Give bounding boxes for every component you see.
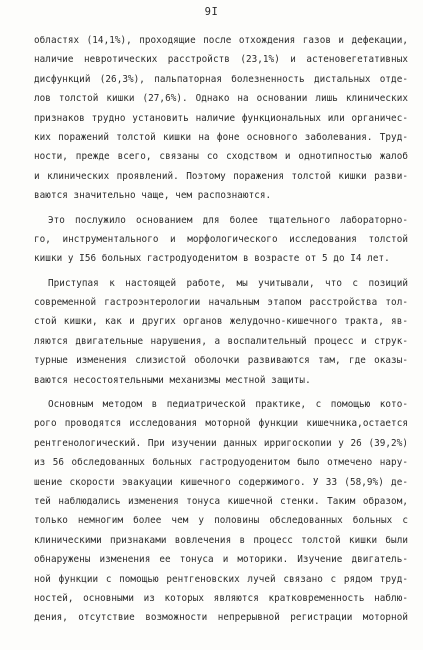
text-line: тей наблюдались изменения тонуса кишечной стенки. Таким образом,: [34, 495, 408, 507]
text-line: ляются двигательные нарушения, а воспалительный процесс и струк-: [34, 335, 408, 347]
text-line: наличие невротических расстройств (23,1%) и астеновегетативных: [34, 54, 408, 66]
text-line: областях (14,1%), проходящие после отхождения газов и дефекации,: [34, 35, 408, 46]
text-line: Приступая к настоящей работе, мы учитывали, что с позиций: [48, 277, 408, 289]
text-line: из 56 обследованных больных гастродуоденитом было отмечено нару-: [34, 457, 408, 469]
text-line: Это послужило основанием для более тщательного лабораторно-: [48, 214, 408, 226]
document-body: [34, 31, 408, 628]
text-line: шение скорости эвакуации кишечного содержимого. У 33 (58,9%) де-: [34, 476, 408, 488]
text-line: рентгенологический. При изучении данных ирригоскопии у 26 (39,2%): [34, 437, 408, 449]
text-line: ваются несостоятельными механизмы местной защиты.: [34, 374, 311, 386]
text-line: современной гастроэнтерологии начальным этапом расстройства тол-: [34, 297, 408, 309]
text-line: го, инструментального и морфологического исследования толстой: [34, 233, 408, 245]
text-line: и клинических проявлений. Поэтому поражения толстой кишки разви-: [34, 170, 408, 182]
paragraph-3: [34, 274, 408, 390]
text-line: обнаружены изменения ее тонуса и моторики. Изучение двигатель-: [34, 554, 408, 566]
text-line: ной функции с помощью рентгеновских лучей связано с рядом труд-: [34, 573, 408, 585]
paragraph-2: [34, 211, 408, 269]
text-line: кишки у I56 больных гастродуоденитом в возрасте от 5 до I4 лет.: [34, 253, 390, 265]
text-line: ких поражений толстой кишки на фоне основного заболевания. Труд-: [34, 131, 408, 143]
text-line: признаков трудно установить наличие функциональных или органичес-: [34, 112, 408, 124]
text-line: дисфункций (26,3%), пальпаторная болезненность дистальных отде-: [34, 73, 408, 85]
paragraph-1: [34, 31, 408, 206]
text-line: турные изменения слизистой оболочки развиваются там, где оказы-: [34, 355, 408, 367]
page-number: 9I: [204, 6, 219, 18]
text-line: лов толстой кишки (27,6%). Однако на основании лишь клинических: [34, 93, 408, 105]
text-line: ваются значительно чаще, чем распознаются.: [34, 190, 272, 202]
text-line: Основным методом в педиатрической практике, с помощью кото-: [48, 399, 408, 411]
text-line: стой кишки, как и других органов желудочно-кишечного тракта, яв-: [34, 316, 408, 328]
text-line: только немногим более чем у половины обследованных больных с: [34, 515, 408, 527]
text-line: ностей, основными из которых являются кратковременность наблю-: [34, 592, 408, 604]
text-line: рого проводятся исследования моторной функции кишечника,остается: [34, 418, 408, 430]
text-line: дения, отсутствие возможности непрерывной регистрации моторной: [34, 612, 408, 624]
text-line: ности, прежде всего, связаны со сходством и однотипностью жалоб: [34, 151, 408, 163]
paragraph-4: [34, 395, 408, 628]
text-line: клиническими признаками вовлечения в процесс толстой кишки были: [34, 534, 408, 546]
